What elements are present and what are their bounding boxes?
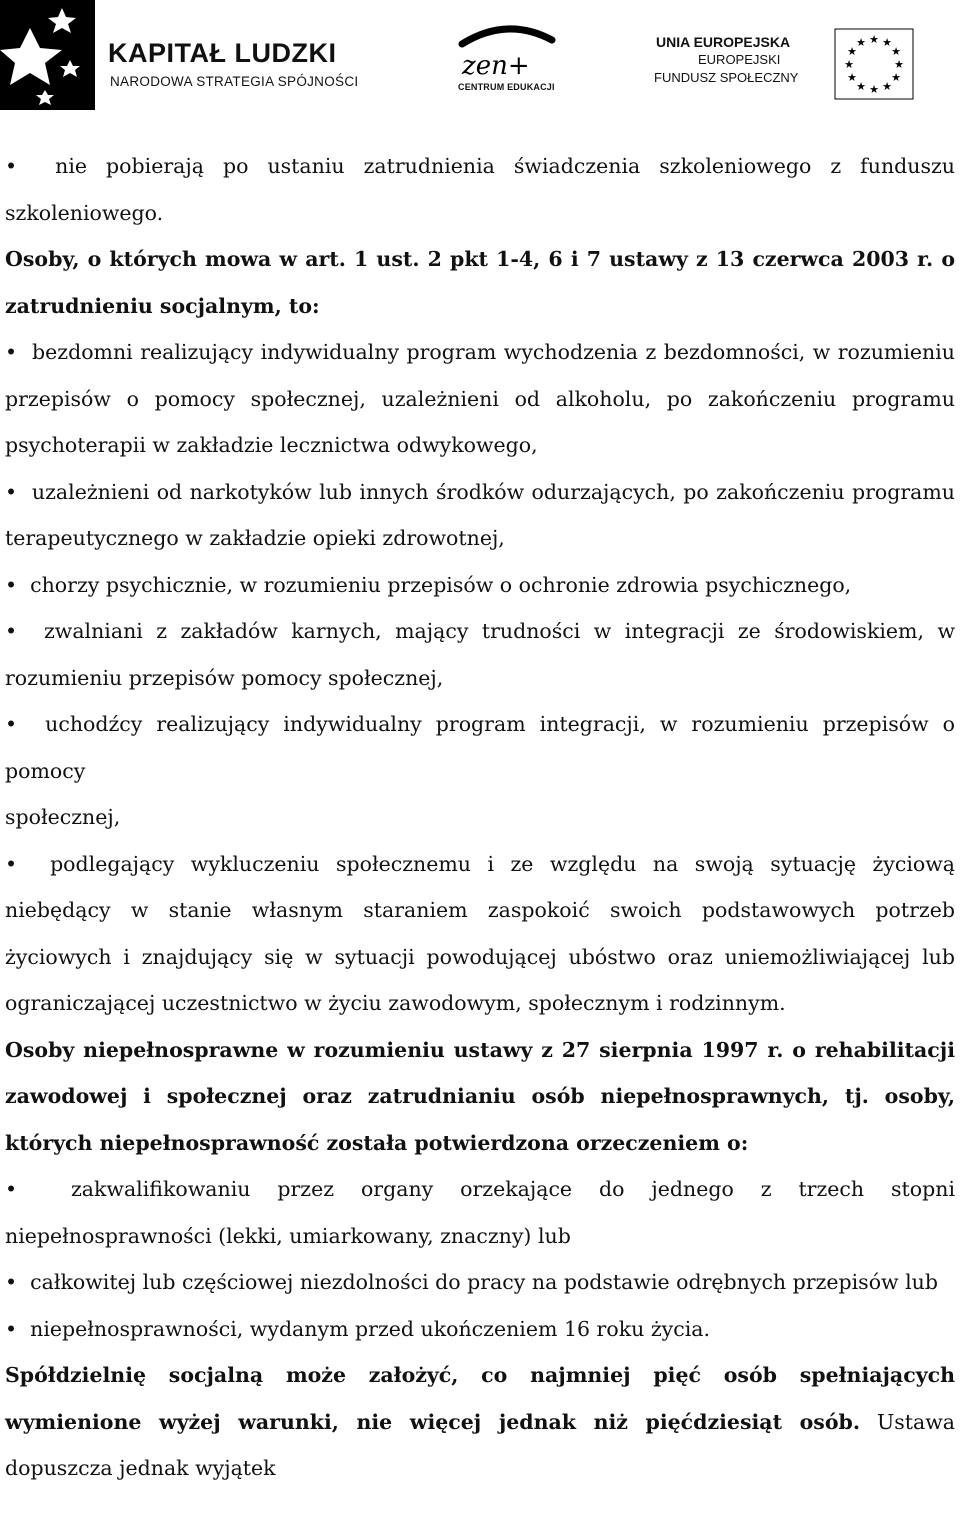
zent-swoosh-icon: [452, 22, 572, 82]
eu-logo: [650, 30, 950, 100]
svg-text:★: ★: [856, 80, 866, 93]
svg-text:★: ★: [869, 33, 879, 46]
bullet-item: • uzależnieni od narkotyków lub innych środków odurzających, po zakończeniu programu terapeutycznego w zakładzie opieki zdrowotnej,: [5, 469, 955, 562]
kapital-ludzki-logo: [0, 0, 380, 110]
svg-text:★: ★: [882, 80, 892, 93]
bullet-item: • zwalniani z zakładów karnych, mający trudności w integracji ze środowiskiem, w rozumieniu przepisów pomocy społecznej,: [5, 608, 955, 701]
section-heading: Osoby niepełnosprawne w rozumieniu ustawy z 27 sierpnia 1997 r. o rehabilitacji zawodowej i społecznej oraz zatrudnianiu osób niepełnosprawnych, tj. osoby, których niepełnosprawność została potwierdzona orzeczeniem o:: [5, 1037, 955, 1155]
bullet-item: • nie pobierają po ustaniu zatrudnienia świadczenia szkoleniowego z funduszu szkoleniowego.: [5, 143, 955, 236]
ue-line-1: UNIA EUROPEJSKA: [656, 34, 791, 50]
eu-stars-icon: [834, 28, 914, 100]
svg-text:★: ★: [856, 36, 866, 49]
section-heading: Osoby, o których mowa w art. 1 ust. 2 pkt 1-4, 6 i 7 ustawy z 13 czerwca 2003 r. o zatrudnieniu socjalnym, to:: [5, 247, 955, 318]
bullet-continuation: społecznej,: [5, 805, 121, 829]
svg-text:★: ★: [847, 45, 857, 58]
bullet-item: • zakwalifikowaniu przez organy orzekające do jednego z trzech stopni niepełnosprawności (lekki, umiarkowany, znaczny) lub: [5, 1166, 955, 1259]
bullet-item: • całkowitej lub częściowej niezdolności do pracy na podstawie odrębnych przepisów lub: [5, 1259, 955, 1306]
bullet-item: • podlegający wykluczeniu społecznemu i ze względu na swoją sytuację życiową niebędący w stanie własnym staraniem zaspokoić swoich podstawowych potrzeb życiowych i znajdujący się w sytuacji powodującej ubóstwo oraz uniemożliwiającej lub ograniczającej uczestnictwo w życiu zawodowym, społecznym i rodzinnym.: [5, 841, 955, 1027]
bullet-item: • chorzy psychicznie, w rozumieniu przepisów o ochronie zdrowia psychicznego,: [5, 562, 955, 609]
svg-text:★: ★: [891, 45, 901, 58]
zent-caption: CENTRUM EDUKACJI: [458, 82, 555, 92]
document-body: [5, 143, 955, 1492]
svg-text:★: ★: [847, 71, 857, 84]
page-header: [0, 0, 960, 110]
kapital-ludzki-emblem-icon: [0, 0, 100, 110]
closing-bold-text: Spółdzielnię socjalną może założyć, co najmniej pięć osób spełniających wymienione wyżej warunki, nie więcej jednak niż pięćdziesiąt osób.: [5, 1363, 955, 1434]
svg-text:★: ★: [844, 58, 854, 71]
closing-normal-text: Ustawa dopuszcza jednak wyjątek: [5, 1409, 955, 1480]
bullet-item: • niepełnosprawności, wydanym przed ukończeniem 16 roku życia.: [5, 1306, 955, 1353]
closing-paragraph: [5, 1352, 955, 1492]
svg-text:★: ★: [894, 58, 904, 71]
ue-line-3: FUNDUSZ SPOŁECZNY: [654, 70, 799, 85]
bullet-item: • uchodźcy realizujący indywidualny program integracji, w rozumieniu przepisów o pomocy: [5, 701, 955, 794]
zent-logo-text: zen+: [462, 51, 530, 81]
ue-line-2: EUROPEJSKI: [698, 52, 781, 67]
svg-text:★: ★: [869, 83, 879, 96]
svg-text:★: ★: [882, 36, 892, 49]
kapital-ludzki-title: KAPITAŁ LUDZKI: [108, 38, 337, 68]
kapital-ludzki-subtitle: NARODOWA STRATEGIA SPÓJNOŚCI: [110, 74, 359, 89]
bullet-item: • bezdomni realizujący indywidualny program wychodzenia z bezdomności, w rozumieniu przepisów o pomocy społecznej, uzależnieni od alkoholu, po zakończeniu programu psychoterapii w zakładzie lecznictwa odwykowego,: [5, 329, 955, 469]
svg-text:★: ★: [891, 71, 901, 84]
zent-logo: [452, 22, 572, 102]
